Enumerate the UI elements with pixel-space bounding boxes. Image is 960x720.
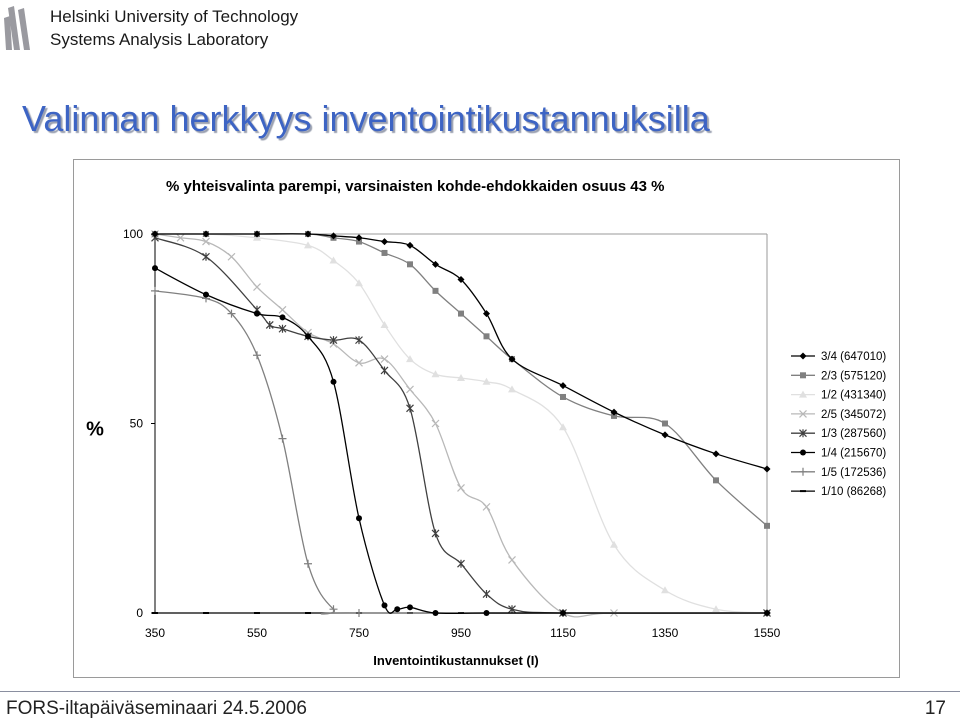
chart-title: % yhteisvalinta parempi, varsinaisten kohde-ehdokkaiden osuus 43 %	[166, 178, 665, 195]
data-point	[203, 292, 209, 298]
legend-marker	[800, 450, 806, 456]
legend-label: 2/3 (575120)	[821, 370, 887, 383]
data-point	[152, 265, 158, 271]
x-tick-label: 550	[246, 626, 268, 640]
page-number: 17	[924, 698, 946, 719]
data-point	[331, 379, 337, 385]
legend-label: 1/10 (86268)	[821, 486, 887, 499]
data-point	[280, 314, 286, 320]
data-point	[458, 311, 464, 317]
data-point	[433, 610, 439, 616]
data-point	[484, 333, 490, 339]
x-tick-label: 750	[348, 626, 370, 640]
lab-name: Systems Analysis Laboratory	[50, 30, 269, 49]
data-point	[433, 288, 439, 294]
data-point	[382, 602, 388, 608]
slide-header	[0, 0, 960, 60]
y-tick-label: 50	[129, 416, 143, 431]
data-point	[764, 610, 770, 616]
legend-label: 1/2 (431340)	[821, 389, 887, 402]
university-logo-icon	[4, 4, 40, 52]
data-point	[560, 610, 566, 616]
line-chart	[73, 159, 900, 678]
x-tick-label: 350	[144, 626, 166, 640]
footer-divider	[0, 691, 960, 692]
data-point	[560, 394, 566, 400]
slide-title: Valinnan herkkyys inventointikustannuksilla	[22, 98, 710, 139]
data-point	[484, 610, 490, 616]
data-point	[407, 261, 413, 267]
data-point	[662, 421, 668, 427]
y-tick-label: 0	[136, 606, 143, 620]
data-point	[394, 606, 400, 612]
legend-marker	[800, 372, 806, 378]
footer-event: FORS-iltapäiväseminaari 24.5.2006	[6, 698, 307, 719]
y-axis-label: %	[86, 418, 104, 441]
x-tick-label: 1550	[753, 626, 781, 640]
legend-label: 3/4 (647010)	[821, 351, 887, 363]
x-tick-label: 1350	[651, 626, 679, 640]
data-point	[305, 333, 311, 339]
legend-label: 1/3 (287560)	[821, 428, 887, 441]
legend-label: 1/4 (215670)	[821, 447, 887, 460]
data-point	[713, 477, 719, 483]
institution-name: Helsinki University of Technology	[50, 7, 299, 26]
chart-frame	[74, 160, 900, 678]
data-point	[382, 250, 388, 256]
legend-label: 2/5 (345072)	[821, 408, 887, 421]
legend-label: 1/5 (172536)	[821, 466, 887, 479]
y-tick-label: 100	[122, 227, 143, 241]
x-tick-label: 950	[450, 626, 472, 640]
data-point	[254, 311, 260, 317]
x-axis-label: Inventointikustannukset (I)	[373, 653, 539, 668]
x-tick-label: 1150	[550, 626, 576, 640]
data-point	[764, 523, 770, 529]
data-point	[356, 515, 362, 521]
data-point	[407, 604, 413, 610]
